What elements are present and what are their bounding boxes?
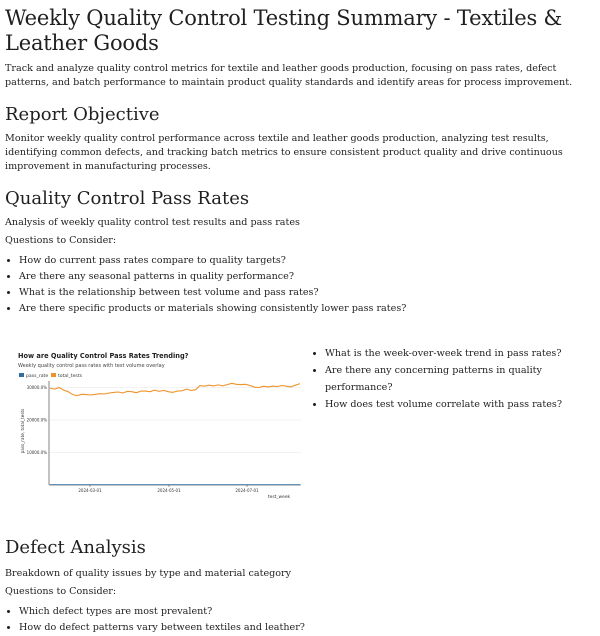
plot-area	[27, 381, 301, 493]
chart-svg	[15, 351, 305, 511]
x-axis-label: test_week	[267, 495, 291, 500]
legend-swatch-total-tests	[51, 373, 56, 377]
objective-heading: Report Objective	[5, 104, 160, 125]
defect-description: Breakdown of quality issues by type and material category	[5, 568, 292, 579]
defect-questions-label: Questions to Consider:	[5, 586, 117, 597]
pass-rate-chart	[15, 351, 305, 511]
defect-question-list	[5, 604, 595, 636]
defect-heading: Defect Analysis	[5, 537, 146, 558]
list-item: • How do defect patterns vary between textiles and leather?	[19, 620, 595, 636]
chart-title: How are Quality Control Pass Rates Trending?	[18, 352, 189, 360]
chart-row	[5, 348, 595, 511]
legend-label-total-tests: total_tests	[58, 374, 83, 379]
list-item: • Are there specific products or materials showing consistently lower pass rates?	[19, 301, 595, 317]
list-item: • How do current pass rates compare to quality targets?	[19, 253, 595, 269]
chart-question-list	[313, 345, 595, 511]
list-item: • Are there any seasonal patterns in quality performance?	[19, 269, 595, 285]
list-item: • Which defect types are most prevalent?	[19, 604, 595, 620]
y-tick-label: 30000.0%	[26, 385, 47, 390]
x-tick-label: 2024-03-01	[78, 488, 102, 493]
pass-rates-questions-label: Questions to Consider:	[5, 235, 117, 246]
pass-rates-question-list	[5, 253, 595, 317]
pass-rates-heading: Quality Control Pass Rates	[5, 188, 250, 209]
y-tick-label: 20000.0%	[26, 417, 47, 423]
series-line-total-tests	[50, 383, 300, 395]
legend-swatch-pass-rate	[19, 373, 24, 377]
x-tick-label: 2024-05-01	[157, 488, 181, 493]
list-item: • How does test volume correlate with pass rates?	[325, 396, 595, 413]
list-item: • What is the relationship between test volume and pass rates?	[19, 285, 595, 301]
list-item: • Are there any concerning patterns in quality performance?	[325, 362, 595, 396]
list-item: • What is the week-over-week trend in pass rates?	[325, 345, 595, 362]
y-tick-label: 10000.0%	[26, 450, 47, 455]
x-tick-label: 2024-07-01	[235, 488, 259, 493]
page-title: Weekly Quality Control Testing Summary - Textiles & Leather Goods	[5, 6, 563, 55]
chart-subtitle: Weekly quality control pass rates with test volume overlay	[18, 363, 165, 369]
objective-text: Monitor weekly quality control performance across textile and leather goods production, analyzing test results, identifying common defects, and tracking batch metrics to ensure consistent product quality and drive continuous improvement in manufacturing processes.	[5, 133, 563, 172]
report-page	[0, 6, 600, 633]
legend-label-pass-rate: pass_rate	[26, 374, 49, 379]
intro-text: Track and analyze quality control metrics for textile and leather goods production, focusing on pass rates, defect patterns, and batch performance to maintain product quality standards and identify areas for process improvement.	[5, 63, 573, 88]
y-axis-label: pass_rate, total_tests	[20, 408, 25, 454]
pass-rates-description: Analysis of weekly quality control test results and pass rates	[5, 217, 300, 228]
